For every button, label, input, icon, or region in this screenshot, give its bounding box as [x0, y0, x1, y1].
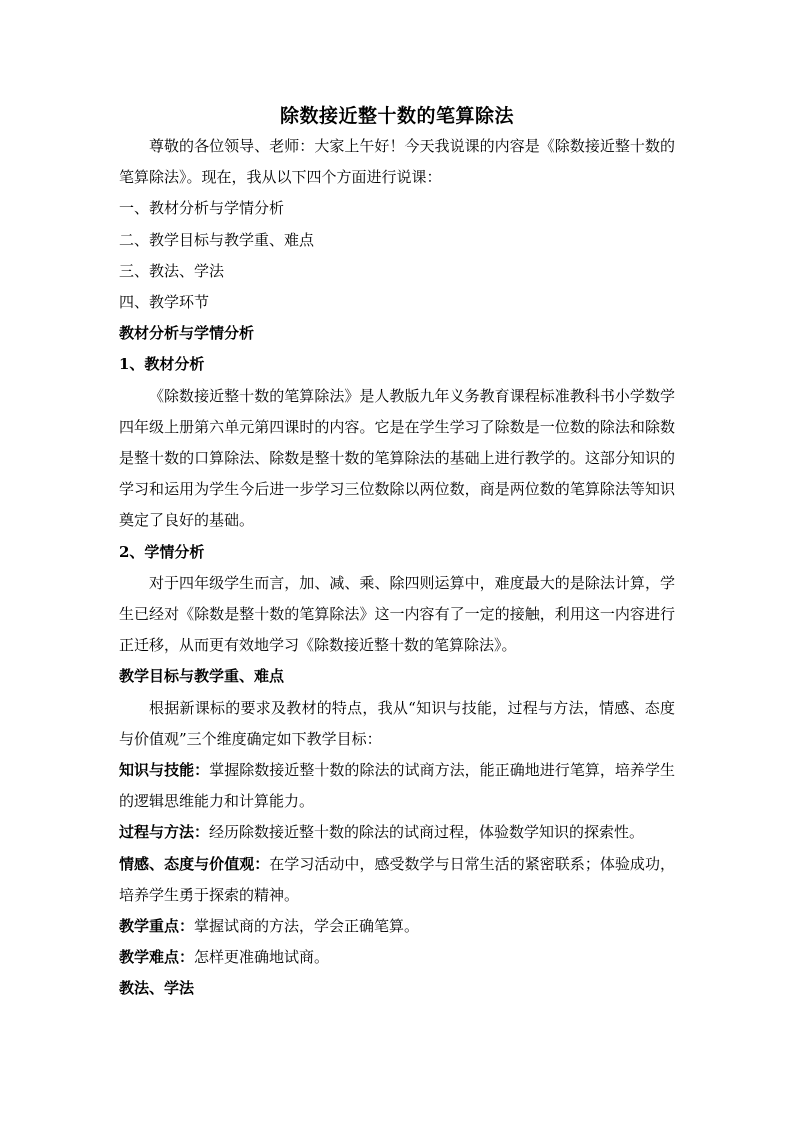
document-title: 除数接近整十数的笔算除法 — [279, 105, 514, 127]
intro-paragraph: 尊敬的各位领导、老师：大家上午好！今天我说课的内容是《除数接近整十数的笔算除法》。现在，我从以下四个方面进行说课： — [119, 137, 675, 187]
goal-text: 掌握试商的方法，学会正确笔算。 — [194, 917, 420, 936]
outline-item: 四、教学环节 — [119, 293, 210, 312]
body-paragraph: 对于四年级学生而言，加、减、乘、除四则运算中，难度最大的是除法计算，学生已经对《除数是整十数的笔算除法》这一内容有了一定的接触，利用这一内容进行正迁移，从而更有效地学习《除数接近整十数的笔算除法》。 — [119, 573, 675, 655]
section-heading: 教材分析与学情分析 — [119, 324, 255, 343]
goal-text: 掌握除数接近整十数的除法的试商方法，能正确地进行笔算，培养学生的逻辑思维能力和计算能力。 — [119, 761, 675, 811]
goal-label: 过程与方法： — [119, 823, 210, 842]
outline-item: 一、教材分析与学情分析 — [119, 199, 285, 218]
goal-paragraph — [119, 817, 675, 848]
body-paragraph: 根据新课标的要求及教材的特点，我从“知识与技能，过程与方法，情感、态度与价值观”三个维度确定如下教学目标： — [119, 698, 675, 748]
goal-label: 教学重点： — [119, 917, 195, 936]
body-paragraph: 《除数接近整十数的笔算除法》是人教版九年义务教育课程标准教科书小学数学四年级上册第六单元第四课时的内容。它是在学生学习了除数是一位数的除法和除数是整十数的口算除法、除数是整十数的笔算除法的基础上进行教学的。这部分知识的学习和运用为学生今后进一步学习三位数除以两位数，商是两位数的笔算除法等知识奠定了良好的基础。 — [119, 386, 675, 530]
subsection-heading: 1、教材分析 — [119, 355, 205, 374]
section-heading: 教学目标与教学重、难点 — [119, 667, 285, 686]
goal-paragraph — [119, 849, 675, 911]
section-heading: 教法、学法 — [119, 979, 195, 998]
goal-label: 教学难点： — [119, 948, 195, 967]
document-page — [119, 101, 675, 1005]
goal-text: 怎样更准确地试商。 — [194, 948, 330, 967]
outline-item: 三、教法、学法 — [119, 261, 225, 280]
goal-label: 情感、态度与价值观： — [119, 854, 270, 873]
goal-paragraph — [119, 942, 675, 973]
goal-paragraph — [119, 755, 675, 817]
goal-label: 知识与技能： — [119, 761, 210, 780]
goal-paragraph — [119, 911, 675, 942]
goal-text: 在学习活动中，感受数学与日常生活的紧密联系；体验成功，培养学生勇于探索的精神。 — [119, 854, 675, 904]
outline-item: 二、教学目标与教学重、难点 — [119, 230, 315, 249]
goal-text: 经历除数接近整十数的除法的试商过程，体验数学知识的探索性。 — [209, 823, 645, 842]
subsection-heading: 2、学情分析 — [119, 542, 205, 561]
